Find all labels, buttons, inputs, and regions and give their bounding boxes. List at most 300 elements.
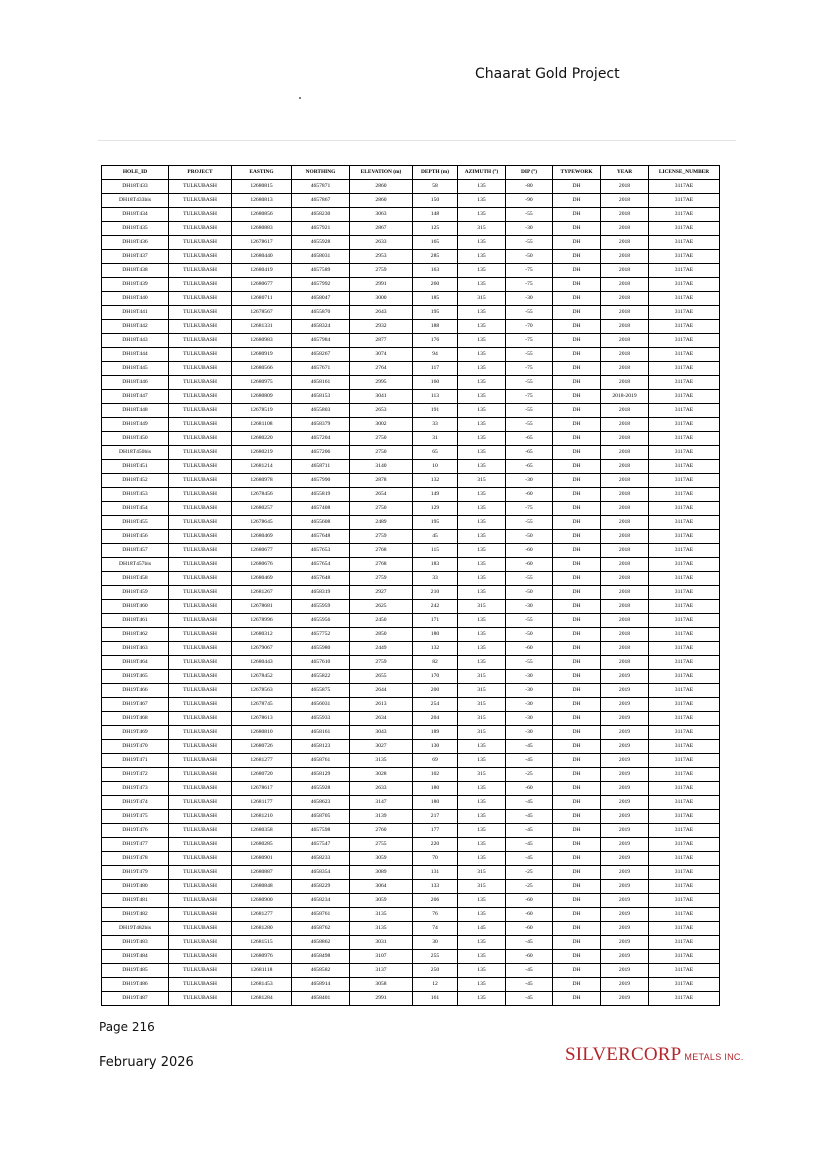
- table-cell: 3027: [350, 740, 413, 754]
- table-row: [102, 768, 720, 782]
- table-cell: 4655819: [292, 488, 350, 502]
- table-cell: 3117AE: [649, 950, 720, 964]
- table-row: [102, 264, 720, 278]
- table-cell: 2643: [350, 306, 413, 320]
- table-cell: 2019: [601, 978, 649, 992]
- table-cell: 4658582: [292, 964, 350, 978]
- table-cell: DH19T481: [102, 894, 169, 908]
- table-cell: 30: [413, 936, 458, 950]
- table-cell: TULKUBASH: [169, 642, 232, 656]
- table-cell: 135: [458, 376, 506, 390]
- table-cell: 12: [413, 978, 458, 992]
- table-cell: 2932: [350, 320, 413, 334]
- table-cell: DH18T451: [102, 460, 169, 474]
- table-cell: 12680358: [232, 824, 292, 838]
- table-cell: 2019: [601, 838, 649, 852]
- table-cell: DH: [553, 810, 601, 824]
- table-cell: 135: [458, 852, 506, 866]
- table-cell: -75: [506, 362, 553, 376]
- table-cell: 2449: [350, 642, 413, 656]
- table-cell: 135: [458, 348, 506, 362]
- table-row: [102, 670, 720, 684]
- table-cell: 125: [413, 222, 458, 236]
- table-cell: DH18T450bis: [102, 446, 169, 460]
- table-cell: -75: [506, 334, 553, 348]
- table-cell: 2018: [601, 292, 649, 306]
- table-cell: -55: [506, 572, 553, 586]
- table-cell: -45: [506, 992, 553, 1006]
- table-row: [102, 362, 720, 376]
- table-cell: 3117AE: [649, 670, 720, 684]
- table-cell: 170: [413, 670, 458, 684]
- table-cell: 31: [413, 432, 458, 446]
- table-cell: 2018: [601, 460, 649, 474]
- table-cell: DH: [553, 712, 601, 726]
- table-cell: DH: [553, 782, 601, 796]
- table-cell: 4658319: [292, 586, 350, 600]
- table-cell: TULKUBASH: [169, 306, 232, 320]
- table-cell: 4658498: [292, 950, 350, 964]
- column-header: YEAR: [601, 166, 649, 180]
- table-cell: -30: [506, 292, 553, 306]
- table-row: [102, 404, 720, 418]
- table-cell: DH: [553, 432, 601, 446]
- table-cell: TULKUBASH: [169, 544, 232, 558]
- table-cell: -45: [506, 740, 553, 754]
- table-cell: 12680676: [232, 558, 292, 572]
- table-cell: 3117AE: [649, 600, 720, 614]
- table-cell: DH: [553, 950, 601, 964]
- table-cell: 3059: [350, 852, 413, 866]
- table-cell: 3043: [350, 726, 413, 740]
- table-cell: 135: [458, 250, 506, 264]
- table-cell: 2759: [350, 656, 413, 670]
- table-cell: 4657867: [292, 194, 350, 208]
- table-cell: DH18T447: [102, 390, 169, 404]
- table-cell: 191: [413, 404, 458, 418]
- table-cell: 2018: [601, 544, 649, 558]
- table-cell: 94: [413, 348, 458, 362]
- column-header: TYPEWORK: [553, 166, 601, 180]
- table-cell: 4655822: [292, 670, 350, 684]
- table-cell: 135: [458, 320, 506, 334]
- table-cell: TULKUBASH: [169, 474, 232, 488]
- table-cell: 4657598: [292, 824, 350, 838]
- table-cell: DH18T437: [102, 250, 169, 264]
- table-cell: 3117AE: [649, 838, 720, 852]
- table-cell: 3117AE: [649, 250, 720, 264]
- table-cell: 4658161: [292, 376, 350, 390]
- table-cell: 4657648: [292, 530, 350, 544]
- table-cell: 113: [413, 390, 458, 404]
- table-cell: -30: [506, 600, 553, 614]
- table-cell: 2018: [601, 586, 649, 600]
- table-row: [102, 810, 720, 824]
- table-cell: 3041: [350, 390, 413, 404]
- table-cell: DH19T473: [102, 782, 169, 796]
- table-cell: 135: [458, 628, 506, 642]
- table-cell: 12678519: [232, 404, 292, 418]
- table-row: [102, 334, 720, 348]
- table-cell: DH18T462: [102, 628, 169, 642]
- table-row: [102, 278, 720, 292]
- table-cell: 12680711: [232, 292, 292, 306]
- table-cell: 12680983: [232, 334, 292, 348]
- table-cell: -30: [506, 222, 553, 236]
- table-cell: 315: [458, 600, 506, 614]
- table-row: [102, 880, 720, 894]
- column-header: HOLE_ID: [102, 166, 169, 180]
- table-cell: DH: [553, 264, 601, 278]
- table-cell: DH18T440: [102, 292, 169, 306]
- table-cell: DH19T477: [102, 838, 169, 852]
- table-cell: 2953: [350, 250, 413, 264]
- table-cell: 12681453: [232, 978, 292, 992]
- table-cell: 135: [458, 558, 506, 572]
- table-cell: 2018: [601, 446, 649, 460]
- table-cell: TULKUBASH: [169, 656, 232, 670]
- table-cell: 206: [413, 894, 458, 908]
- column-header: DEPTH (m): [413, 166, 458, 180]
- table-cell: 2018: [601, 348, 649, 362]
- table-cell: DH18T436: [102, 236, 169, 250]
- table-row: [102, 460, 720, 474]
- table-cell: 3117AE: [649, 446, 720, 460]
- table-cell: 4657547: [292, 838, 350, 852]
- table-cell: DH: [553, 936, 601, 950]
- table-cell: 217: [413, 810, 458, 824]
- table-cell: 195: [413, 516, 458, 530]
- table-cell: 12678452: [232, 670, 292, 684]
- table-cell: 74: [413, 922, 458, 936]
- table-cell: 3117AE: [649, 544, 720, 558]
- table-cell: 3117AE: [649, 810, 720, 824]
- table-row: [102, 936, 720, 950]
- table-cell: 200: [413, 684, 458, 698]
- table-cell: DH18T445: [102, 362, 169, 376]
- table-cell: 135: [458, 824, 506, 838]
- table-cell: 2018: [601, 180, 649, 194]
- table-cell: 12680677: [232, 544, 292, 558]
- table-cell: 4658711: [292, 460, 350, 474]
- table-cell: 3107: [350, 950, 413, 964]
- table-row: [102, 292, 720, 306]
- table-cell: DH: [553, 838, 601, 852]
- table-cell: DH18T457: [102, 544, 169, 558]
- table-cell: 3117AE: [649, 264, 720, 278]
- table-cell: 2019: [601, 964, 649, 978]
- table-cell: 12679067: [232, 642, 292, 656]
- table-cell: DH: [553, 586, 601, 600]
- table-cell: 2018: [601, 418, 649, 432]
- table-cell: 129: [413, 502, 458, 516]
- table-cell: 4655928: [292, 236, 350, 250]
- table-cell: 180: [413, 782, 458, 796]
- table-cell: TULKUBASH: [169, 250, 232, 264]
- table-cell: 2633: [350, 782, 413, 796]
- table-row: [102, 908, 720, 922]
- table-cell: 12680901: [232, 852, 292, 866]
- table-cell: 149: [413, 488, 458, 502]
- table-cell: DH: [553, 516, 601, 530]
- table-cell: 4658354: [292, 866, 350, 880]
- table-cell: DH: [553, 908, 601, 922]
- company-logo: [565, 1044, 744, 1066]
- table-cell: 176: [413, 334, 458, 348]
- table-cell: -45: [506, 838, 553, 852]
- table-cell: TULKUBASH: [169, 824, 232, 838]
- table-cell: 2654: [350, 488, 413, 502]
- table-cell: 3117AE: [649, 726, 720, 740]
- table-cell: 2019: [601, 684, 649, 698]
- table-cell: 2768: [350, 544, 413, 558]
- table-cell: 180: [413, 628, 458, 642]
- table-cell: 4658762: [292, 922, 350, 936]
- table-cell: DH: [553, 726, 601, 740]
- table-cell: DH: [553, 754, 601, 768]
- table-cell: 4658153: [292, 390, 350, 404]
- table-row: [102, 754, 720, 768]
- table-cell: 12680720: [232, 768, 292, 782]
- table-cell: 315: [458, 712, 506, 726]
- header-dot: [299, 97, 301, 99]
- table-cell: -45: [506, 936, 553, 950]
- table-cell: DH: [553, 390, 601, 404]
- table-row: [102, 978, 720, 992]
- table-cell: DH: [553, 376, 601, 390]
- table-cell: 133: [413, 880, 458, 894]
- table-row: [102, 516, 720, 530]
- table-cell: 4657204: [292, 432, 350, 446]
- table-cell: DH18T458: [102, 572, 169, 586]
- table-cell: DH: [553, 684, 601, 698]
- table-cell: 4657654: [292, 558, 350, 572]
- table-cell: DH19T485: [102, 964, 169, 978]
- table-cell: 2018: [601, 572, 649, 586]
- table-cell: 2991: [350, 278, 413, 292]
- table-cell: 45: [413, 530, 458, 544]
- table-cell: 315: [458, 292, 506, 306]
- table-row: [102, 572, 720, 586]
- table-cell: DH: [553, 404, 601, 418]
- table-cell: 3117AE: [649, 684, 720, 698]
- table-cell: DH: [553, 642, 601, 656]
- table-header-row: [102, 166, 720, 180]
- table-cell: 135: [458, 950, 506, 964]
- table-cell: -65: [506, 446, 553, 460]
- table-cell: 4658862: [292, 936, 350, 950]
- table-cell: 135: [458, 208, 506, 222]
- table-cell: -60: [506, 922, 553, 936]
- table-cell: 3117AE: [649, 782, 720, 796]
- table-row: [102, 894, 720, 908]
- table-cell: DH19T469: [102, 726, 169, 740]
- table-cell: 3117AE: [649, 348, 720, 362]
- table-cell: 3117AE: [649, 236, 720, 250]
- logo-subtitle: METALS INC.: [684, 1052, 744, 1062]
- table-cell: 135: [458, 782, 506, 796]
- table-cell: TULKUBASH: [169, 348, 232, 362]
- table-cell: -55: [506, 656, 553, 670]
- table-cell: -60: [506, 558, 553, 572]
- table-cell: DH: [553, 278, 601, 292]
- table-cell: 65: [413, 446, 458, 460]
- table-cell: 12678567: [232, 306, 292, 320]
- table-cell: -30: [506, 670, 553, 684]
- table-cell: 4656031: [292, 698, 350, 712]
- table-row: [102, 194, 720, 208]
- table-cell: 4655980: [292, 642, 350, 656]
- table-cell: 12680677: [232, 278, 292, 292]
- table-cell: 2018: [601, 558, 649, 572]
- table-cell: 150: [413, 194, 458, 208]
- table-cell: 3117AE: [649, 922, 720, 936]
- table-cell: 2018: [601, 376, 649, 390]
- table-cell: -80: [506, 180, 553, 194]
- table-cell: 3117AE: [649, 698, 720, 712]
- table-cell: 2991: [350, 992, 413, 1006]
- table-cell: 2018: [601, 656, 649, 670]
- table-cell: -70: [506, 320, 553, 334]
- table-cell: DH18T444: [102, 348, 169, 362]
- table-cell: 2019: [601, 908, 649, 922]
- table-cell: 12681277: [232, 908, 292, 922]
- column-header: LICENSE_NUMBER: [649, 166, 720, 180]
- table-cell: -60: [506, 642, 553, 656]
- table-row: [102, 698, 720, 712]
- table-cell: 2019: [601, 950, 649, 964]
- table-cell: TULKUBASH: [169, 558, 232, 572]
- table-cell: DH: [553, 502, 601, 516]
- table-row: [102, 306, 720, 320]
- table-cell: 135: [458, 656, 506, 670]
- table-cell: DH: [553, 628, 601, 642]
- table-cell: 2019: [601, 824, 649, 838]
- table-cell: 4657752: [292, 628, 350, 642]
- table-row: [102, 614, 720, 628]
- table-row: [102, 250, 720, 264]
- table-cell: 315: [458, 726, 506, 740]
- table-cell: 12681214: [232, 460, 292, 474]
- table-cell: DH18T459: [102, 586, 169, 600]
- table-cell: 12680469: [232, 530, 292, 544]
- table-cell: 12680815: [232, 180, 292, 194]
- table-cell: 135: [458, 432, 506, 446]
- table-cell: 2653: [350, 404, 413, 418]
- table-cell: 135: [458, 614, 506, 628]
- table-cell: TULKUBASH: [169, 712, 232, 726]
- table-cell: 3147: [350, 796, 413, 810]
- table-cell: 10: [413, 460, 458, 474]
- table-row: [102, 964, 720, 978]
- table-cell: 4657653: [292, 544, 350, 558]
- table-cell: 165: [413, 236, 458, 250]
- table-cell: 2019: [601, 754, 649, 768]
- table-cell: TULKUBASH: [169, 446, 232, 460]
- table-cell: DH: [553, 250, 601, 264]
- table-cell: 12680975: [232, 376, 292, 390]
- table-cell: TULKUBASH: [169, 684, 232, 698]
- table-cell: 2860: [350, 180, 413, 194]
- table-cell: -75: [506, 278, 553, 292]
- table-cell: 12680285: [232, 838, 292, 852]
- table-cell: 177: [413, 824, 458, 838]
- table-cell: 315: [458, 698, 506, 712]
- table-cell: 135: [458, 978, 506, 992]
- table-row: [102, 684, 720, 698]
- table-cell: 12681277: [232, 754, 292, 768]
- table-cell: -25: [506, 880, 553, 894]
- table-cell: 3137: [350, 964, 413, 978]
- table-cell: 12681108: [232, 418, 292, 432]
- table-cell: 3117AE: [649, 824, 720, 838]
- table-cell: 135: [458, 390, 506, 404]
- table-cell: 4658123: [292, 740, 350, 754]
- column-header: DIP (°): [506, 166, 553, 180]
- table-cell: 4658267: [292, 348, 350, 362]
- table-cell: 4658161: [292, 726, 350, 740]
- table-cell: 70: [413, 852, 458, 866]
- table-cell: TULKUBASH: [169, 922, 232, 936]
- table-cell: 3117AE: [649, 936, 720, 950]
- table-cell: TULKUBASH: [169, 740, 232, 754]
- table-cell: 12680810: [232, 726, 292, 740]
- table-cell: DH: [553, 194, 601, 208]
- table-cell: 2927: [350, 586, 413, 600]
- table-cell: DH: [553, 180, 601, 194]
- table-cell: 12680856: [232, 208, 292, 222]
- table-cell: 2019: [601, 852, 649, 866]
- table-cell: 163: [413, 264, 458, 278]
- table-cell: DH: [553, 964, 601, 978]
- table-cell: 12680257: [232, 502, 292, 516]
- table-cell: 4658761: [292, 754, 350, 768]
- table-cell: 3117AE: [649, 796, 720, 810]
- table-cell: 3117AE: [649, 586, 720, 600]
- table-cell: DH: [553, 824, 601, 838]
- drillhole-table: [101, 165, 720, 1006]
- table-cell: 135: [458, 642, 506, 656]
- table-cell: DH: [553, 530, 601, 544]
- table-cell: 12678681: [232, 600, 292, 614]
- table-cell: DH18T453: [102, 488, 169, 502]
- table-cell: TULKUBASH: [169, 992, 232, 1006]
- table-cell: 254: [413, 698, 458, 712]
- table-cell: 220: [413, 838, 458, 852]
- table-cell: 102: [413, 768, 458, 782]
- table-cell: 12680848: [232, 880, 292, 894]
- table-cell: 3000: [350, 292, 413, 306]
- table-cell: 12681280: [232, 922, 292, 936]
- table-cell: DH18T441: [102, 306, 169, 320]
- table-cell: 2019: [601, 782, 649, 796]
- table-cell: TULKUBASH: [169, 768, 232, 782]
- table-cell: 4658031: [292, 250, 350, 264]
- table-cell: 2995: [350, 376, 413, 390]
- table-cell: 2759: [350, 530, 413, 544]
- table-cell: 135: [458, 908, 506, 922]
- table-cell: 2750: [350, 432, 413, 446]
- table-cell: TULKUBASH: [169, 670, 232, 684]
- table-cell: DH18T442: [102, 320, 169, 334]
- table-cell: 2018: [601, 432, 649, 446]
- table-cell: DH: [553, 544, 601, 558]
- table-cell: DH: [553, 208, 601, 222]
- table-cell: -55: [506, 348, 553, 362]
- table-cell: DH18T455: [102, 516, 169, 530]
- table-cell: 2018: [601, 306, 649, 320]
- table-cell: 2018: [601, 488, 649, 502]
